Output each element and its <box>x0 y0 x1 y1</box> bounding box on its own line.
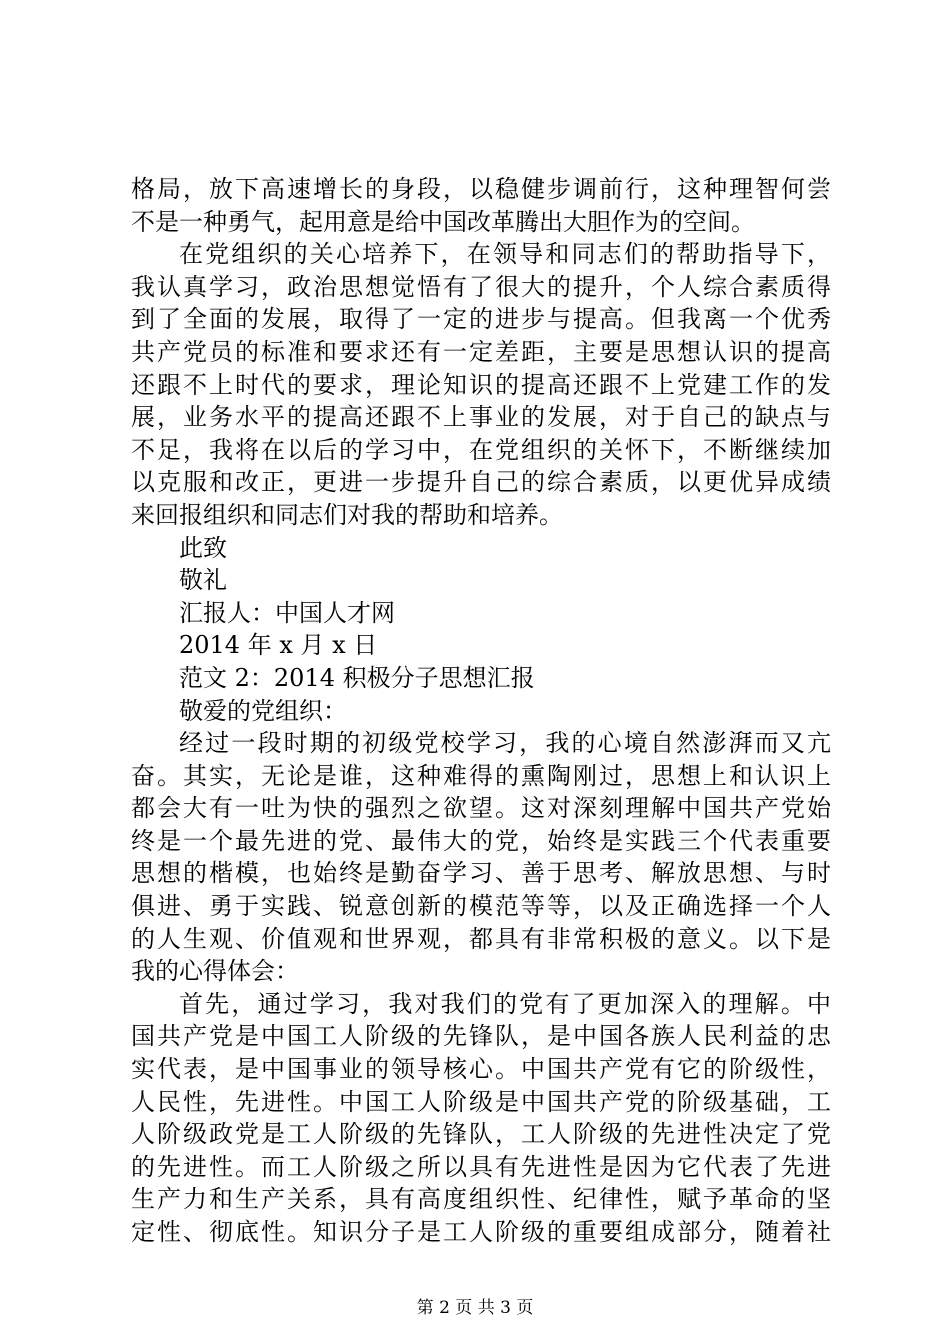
text-line: 我认真学习，政治思想觉悟有了很大的提升，个人综合素质得 <box>131 272 831 301</box>
text-line: 在党组织的关心培养下，在领导和同志们的帮助指导下， <box>179 240 831 269</box>
text-line: 人民性，先进性。中国工人阶级是中国共产党的阶级基础，工 <box>131 1087 831 1116</box>
text-line: 我的心得体会： <box>131 957 299 986</box>
text-line: 首先，通过学习，我对我们的党有了更加深入的理解。中 <box>179 989 831 1018</box>
text-line: 终是一个最先进的党、最伟大的党，始终是实践三个代表重要 <box>131 826 831 855</box>
text-line: 展，业务水平的提高还跟不上事业的发展，对于自己的缺点与 <box>131 403 831 432</box>
text-line: 生产力和生产关系，具有高度组织性、纪律性，赋予革命的坚 <box>131 1185 831 1214</box>
text-line: 奋。其实，无论是谁，这种难得的熏陶刚过，思想上和认识上 <box>131 761 831 790</box>
text-line: 还跟不上时代的要求，理论知识的提高还跟不上党建工作的发 <box>131 370 831 399</box>
document-body <box>131 173 831 1249</box>
text-line: 此致 <box>179 533 227 562</box>
text-line: 2014 年 x 月 x 日 <box>179 631 378 660</box>
text-line: 范文 2：2014 积极分子思想汇报 <box>179 663 535 692</box>
text-line: 国共产党是中国工人阶级的先锋队，是中国各族人民利益的忠 <box>131 1022 831 1051</box>
text-line: 的人生观、价值观和世界观，都具有非常积极的意义。以下是 <box>131 924 831 953</box>
text-line: 不足，我将在以后的学习中，在党组织的关怀下，不断继续加 <box>131 435 831 464</box>
text-line: 汇报人：中国人才网 <box>179 598 395 627</box>
text-line: 来回报组织和同志们对我的帮助和培养。 <box>131 500 563 529</box>
text-line: 不是一种勇气，起用意是给中国改革腾出大胆作为的空间。 <box>131 207 755 236</box>
page-footer: 第 2 页 共 3 页 <box>416 1298 534 1318</box>
text-line: 经过一段时期的初级党校学习，我的心境自然澎湃而又亢 <box>179 729 831 758</box>
text-line: 以克服和改正，更进一步提升自己的综合素质，以更优异成绩 <box>131 468 831 497</box>
text-line: 都会大有一吐为快的强烈之欲望。这对深刻理解中国共产党始 <box>131 794 831 823</box>
text-line: 敬礼 <box>179 566 227 595</box>
text-line: 思想的楷模，也始终是勤奋学习、善于思考、解放思想、与时 <box>131 859 831 888</box>
text-line: 到了全面的发展，取得了一定的进步与提高。但我离一个优秀 <box>131 305 831 334</box>
text-line: 敬爱的党组织： <box>179 696 347 725</box>
text-line: 格局，放下高速增长的身段，以稳健步调前行，这种理智何尝 <box>131 175 831 203</box>
text-line: 的先进性。而工人阶级之所以具有先进性是因为它代表了先进 <box>131 1152 831 1181</box>
text-line: 定性、彻底性。知识分子是工人阶级的重要组成部分，随着社 <box>131 1218 831 1246</box>
text-line: 俱进、勇于实践、锐意创新的模范等等，以及正确选择一个人 <box>131 892 831 921</box>
text-line: 人阶级政党是工人阶级的先锋队，工人阶级的先进性决定了党 <box>131 1120 831 1149</box>
text-line: 实代表，是中国事业的领导核心。中国共产党有它的阶级性， <box>131 1055 831 1084</box>
text-line: 共产党员的标准和要求还有一定差距，主要是思想认识的提高 <box>131 337 831 366</box>
